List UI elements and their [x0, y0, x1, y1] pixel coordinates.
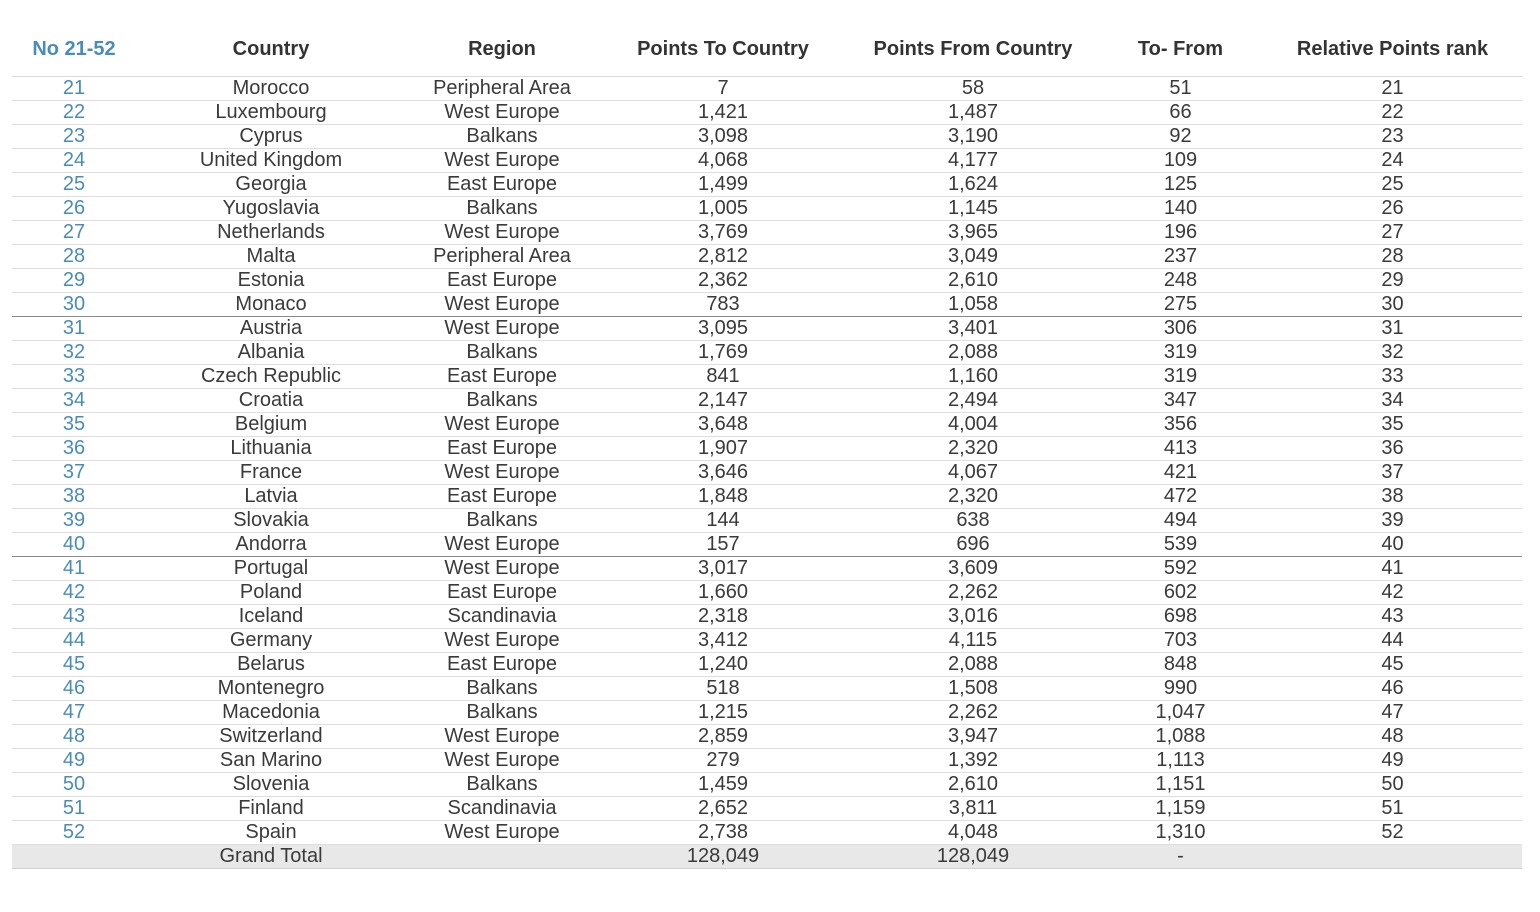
row-rank: 32 — [1381, 341, 1404, 363]
table-row[interactable] — [12, 509, 1522, 533]
row-country: Cyprus — [239, 125, 303, 147]
table-row[interactable] — [12, 197, 1522, 221]
table-row[interactable] — [12, 725, 1522, 749]
row-to-from: 413 — [1163, 437, 1198, 459]
row-points-from: 3,049 — [947, 245, 999, 267]
row-points-to: 2,362 — [697, 269, 749, 291]
row-points-to: 3,769 — [697, 221, 749, 243]
header-country[interactable]: Country — [232, 37, 310, 60]
row-rank: 30 — [1381, 293, 1404, 315]
row-points-to: 1,240 — [697, 653, 749, 675]
row-no: 30 — [62, 293, 86, 315]
row-region: West Europe — [444, 725, 560, 747]
total-to-from: - — [1098, 845, 1263, 869]
row-region: East Europe — [446, 365, 558, 387]
row-to-from: 319 — [1163, 365, 1198, 387]
table-row[interactable] — [12, 485, 1522, 509]
row-no: 27 — [62, 221, 86, 243]
table-row[interactable] — [12, 77, 1522, 101]
row-no: 24 — [62, 149, 86, 171]
row-rank: 52 — [1381, 821, 1404, 843]
row-rank: 22 — [1381, 101, 1404, 123]
row-country: France — [239, 461, 303, 483]
row-country: Estonia — [237, 269, 305, 291]
row-points-from: 638 — [956, 509, 990, 531]
row-rank: 40 — [1381, 533, 1404, 555]
row-country: Luxembourg — [215, 101, 327, 123]
row-to-from: 421 — [1163, 461, 1198, 483]
row-country: Spain — [245, 821, 297, 843]
row-points-to: 1,215 — [697, 701, 749, 723]
row-points-to: 518 — [706, 677, 740, 699]
row-points-from: 4,048 — [947, 821, 999, 843]
row-to-from: 592 — [1163, 557, 1198, 579]
row-no: 26 — [62, 197, 86, 219]
row-no: 34 — [62, 389, 86, 411]
row-region: West Europe — [444, 101, 560, 123]
table-row[interactable] — [12, 701, 1522, 725]
row-region: East Europe — [446, 653, 558, 675]
row-points-from: 4,115 — [948, 629, 998, 651]
row-country: United Kingdom — [199, 149, 343, 171]
row-no: 31 — [62, 317, 86, 339]
row-points-to: 144 — [706, 509, 740, 531]
row-points-to: 1,660 — [697, 581, 749, 603]
row-points-from: 2,088 — [947, 653, 999, 675]
table-row[interactable] — [12, 365, 1522, 389]
row-points-to: 1,459 — [697, 773, 749, 795]
header-points-to[interactable]: Points To Country — [637, 37, 809, 60]
total-points-to: 128,049 — [598, 845, 848, 869]
table-row[interactable] — [12, 437, 1522, 461]
row-points-to: 2,147 — [697, 389, 749, 411]
row-points-to: 783 — [706, 293, 740, 315]
row-to-from: 1,088 — [1155, 725, 1206, 747]
table-row[interactable] — [12, 245, 1522, 269]
row-points-from: 2,262 — [947, 701, 999, 723]
header-row — [12, 22, 1522, 77]
table-row[interactable] — [12, 773, 1522, 797]
total-region — [406, 845, 598, 869]
row-no: 40 — [62, 533, 86, 555]
row-country: Montenegro — [217, 677, 325, 699]
row-rank: 43 — [1381, 605, 1404, 627]
row-region: Balkans — [466, 341, 538, 363]
row-points-from: 2,320 — [947, 437, 999, 459]
total-label: Grand Total — [136, 845, 406, 869]
row-points-from: 696 — [956, 533, 990, 555]
row-points-from: 4,067 — [947, 461, 999, 483]
table-row[interactable] — [12, 557, 1522, 581]
row-no: 35 — [62, 413, 86, 435]
table-row[interactable] — [12, 533, 1522, 557]
total-rank — [1263, 845, 1522, 869]
table-row[interactable] — [12, 677, 1522, 701]
row-no: 36 — [62, 437, 86, 459]
row-points-from: 1,058 — [947, 293, 999, 315]
table-row[interactable] — [12, 461, 1522, 485]
header-relative-rank[interactable]: Relative Points rank — [1296, 37, 1489, 60]
row-rank: 21 — [1381, 77, 1404, 99]
row-to-from: 306 — [1163, 317, 1198, 339]
row-points-from: 2,262 — [947, 581, 999, 603]
row-country: Georgia — [235, 173, 307, 195]
row-points-from: 2,320 — [947, 485, 999, 507]
table-row[interactable] — [12, 413, 1522, 437]
row-country: Morocco — [232, 77, 310, 99]
row-rank: 23 — [1381, 125, 1404, 147]
row-region: Balkans — [466, 197, 538, 219]
row-points-to: 7 — [717, 77, 729, 99]
row-rank: 27 — [1381, 221, 1404, 243]
row-region: West Europe — [444, 221, 560, 243]
row-to-from: 51 — [1169, 77, 1192, 99]
row-points-from: 1,392 — [947, 749, 999, 771]
row-rank: 49 — [1381, 749, 1404, 771]
row-rank: 48 — [1381, 725, 1404, 747]
table-row[interactable] — [12, 317, 1522, 341]
row-points-from: 1,160 — [947, 365, 999, 387]
row-to-from: 92 — [1169, 125, 1192, 147]
points-ranking-table — [12, 22, 1522, 869]
table-row[interactable] — [12, 629, 1522, 653]
row-to-from: 1,113 — [1156, 749, 1205, 771]
row-points-from: 3,609 — [947, 557, 999, 579]
row-country: Netherlands — [217, 221, 325, 243]
row-country: Albania — [237, 341, 305, 363]
row-points-to: 2,812 — [697, 245, 749, 267]
row-rank: 46 — [1381, 677, 1404, 699]
row-points-from: 2,088 — [947, 341, 999, 363]
row-rank: 50 — [1381, 773, 1404, 795]
row-rank: 36 — [1381, 437, 1404, 459]
row-region: East Europe — [446, 485, 558, 507]
row-no: 39 — [62, 509, 86, 531]
table-row[interactable] — [12, 149, 1522, 173]
row-to-from: 990 — [1163, 677, 1198, 699]
row-rank: 28 — [1381, 245, 1404, 267]
row-region: East Europe — [446, 173, 558, 195]
row-country: Iceland — [238, 605, 304, 627]
row-to-from: 602 — [1163, 581, 1198, 603]
header-no[interactable]: No 21-52 — [32, 37, 116, 60]
row-to-from: 109 — [1163, 149, 1198, 171]
row-to-from: 319 — [1163, 341, 1198, 363]
table-row[interactable] — [12, 821, 1522, 845]
row-points-from: 4,004 — [947, 413, 999, 435]
row-points-from: 1,624 — [947, 173, 999, 195]
row-no: 50 — [62, 773, 86, 795]
row-points-from: 2,610 — [947, 269, 999, 291]
row-no: 48 — [62, 725, 86, 747]
row-region: Balkans — [466, 509, 538, 531]
row-region: West Europe — [444, 821, 560, 843]
row-points-from: 1,487 — [947, 101, 999, 123]
row-rank: 41 — [1381, 557, 1404, 579]
row-no: 45 — [62, 653, 86, 675]
row-points-to: 157 — [706, 533, 740, 555]
table-row[interactable] — [12, 749, 1522, 773]
row-no: 21 — [62, 77, 86, 99]
row-country: Portugal — [233, 557, 309, 579]
row-rank: 33 — [1381, 365, 1404, 387]
row-country: Switzerland — [219, 725, 323, 747]
table-row[interactable] — [12, 797, 1522, 821]
row-no: 52 — [62, 821, 86, 843]
row-to-from: 248 — [1163, 269, 1198, 291]
row-region: West Europe — [444, 149, 560, 171]
row-points-to: 1,005 — [697, 197, 749, 219]
row-region: West Europe — [444, 557, 560, 579]
row-points-from: 3,811 — [948, 797, 998, 819]
table-row[interactable] — [12, 605, 1522, 629]
row-rank: 39 — [1381, 509, 1404, 531]
row-country: Poland — [239, 581, 303, 603]
row-no: 22 — [62, 101, 86, 123]
row-region: Balkans — [466, 773, 538, 795]
row-points-to: 3,098 — [697, 125, 749, 147]
row-country: Andorra — [235, 533, 307, 555]
row-region: East Europe — [446, 581, 558, 603]
row-region: Peripheral Area — [433, 77, 571, 99]
row-no: 41 — [62, 557, 86, 579]
row-no: 37 — [62, 461, 86, 483]
row-rank: 51 — [1381, 797, 1404, 819]
total-points-from: 128,049 — [848, 845, 1098, 869]
row-rank: 35 — [1381, 413, 1404, 435]
row-no: 42 — [62, 581, 86, 603]
row-region: West Europe — [444, 317, 560, 339]
row-country: Monaco — [235, 293, 307, 315]
row-points-to: 2,318 — [697, 605, 749, 627]
row-no: 25 — [62, 173, 86, 195]
row-points-to: 841 — [706, 365, 740, 387]
row-no: 47 — [62, 701, 86, 723]
row-country: Lithuania — [230, 437, 312, 459]
header-to-from[interactable]: To- From — [1137, 37, 1224, 60]
row-no: 33 — [62, 365, 86, 387]
total-no — [12, 845, 136, 869]
row-country: Slovakia — [233, 509, 309, 531]
row-no: 29 — [62, 269, 86, 291]
row-region: Balkans — [466, 701, 538, 723]
table-row[interactable] — [12, 581, 1522, 605]
row-rank: 25 — [1381, 173, 1404, 195]
row-points-to: 3,412 — [697, 629, 749, 651]
row-points-to: 1,421 — [697, 101, 749, 123]
row-rank: 37 — [1381, 461, 1404, 483]
row-region: East Europe — [446, 269, 558, 291]
row-to-from: 196 — [1163, 221, 1198, 243]
row-to-from: 1,310 — [1155, 821, 1206, 843]
row-no: 46 — [62, 677, 86, 699]
row-points-from: 3,016 — [947, 605, 999, 627]
row-no: 49 — [62, 749, 86, 771]
row-region: West Europe — [444, 293, 560, 315]
row-points-to: 1,499 — [697, 173, 749, 195]
row-to-from: 140 — [1163, 197, 1198, 219]
row-country: Croatia — [238, 389, 304, 411]
row-to-from: 1,047 — [1155, 701, 1206, 723]
row-points-from: 3,965 — [947, 221, 999, 243]
row-points-to: 2,738 — [697, 821, 749, 843]
row-country: Malta — [246, 245, 296, 267]
row-region: West Europe — [444, 629, 560, 651]
row-to-from: 848 — [1163, 653, 1198, 675]
row-no: 28 — [62, 245, 86, 267]
row-points-from: 1,145 — [947, 197, 999, 219]
table-row[interactable] — [12, 293, 1522, 317]
row-rank: 24 — [1381, 149, 1404, 171]
row-country: Czech Republic — [200, 365, 342, 387]
row-no: 32 — [62, 341, 86, 363]
row-rank: 45 — [1381, 653, 1404, 675]
table-row[interactable] — [12, 101, 1522, 125]
row-country: Macedonia — [222, 701, 320, 723]
row-no: 51 — [62, 797, 86, 819]
row-points-from: 3,190 — [947, 125, 999, 147]
row-to-from: 539 — [1163, 533, 1198, 555]
row-rank: 29 — [1381, 269, 1404, 291]
row-points-to: 1,907 — [697, 437, 749, 459]
table-row[interactable] — [12, 653, 1522, 677]
row-points-from: 1,508 — [947, 677, 999, 699]
row-no: 43 — [62, 605, 86, 627]
table-row[interactable] — [12, 125, 1522, 149]
row-region: West Europe — [444, 749, 560, 771]
row-country: Latvia — [244, 485, 298, 507]
row-no: 44 — [62, 629, 86, 651]
row-rank: 34 — [1381, 389, 1404, 411]
row-region: Peripheral Area — [433, 245, 571, 267]
row-country: Belarus — [237, 653, 305, 675]
row-region: West Europe — [444, 413, 560, 435]
row-rank: 31 — [1381, 317, 1404, 339]
row-region: West Europe — [444, 533, 560, 555]
row-to-from: 1,159 — [1155, 797, 1206, 819]
row-rank: 42 — [1381, 581, 1404, 603]
row-points-to: 3,095 — [697, 317, 749, 339]
row-to-from: 125 — [1163, 173, 1198, 195]
row-to-from: 1,151 — [1155, 773, 1206, 795]
row-region: East Europe — [446, 437, 558, 459]
row-no: 38 — [62, 485, 86, 507]
row-region: Scandinavia — [447, 605, 557, 627]
row-to-from: 356 — [1163, 413, 1198, 435]
row-country: Germany — [229, 629, 313, 651]
row-to-from: 698 — [1163, 605, 1198, 627]
row-points-to: 3,648 — [697, 413, 749, 435]
row-points-from: 2,610 — [947, 773, 999, 795]
row-no: 23 — [62, 125, 86, 147]
row-points-from: 4,177 — [947, 149, 999, 171]
header-region[interactable]: Region — [468, 37, 536, 60]
row-country: San Marino — [219, 749, 323, 771]
row-points-to: 2,652 — [697, 797, 749, 819]
ranking-table-container — [12, 22, 1522, 869]
row-to-from: 275 — [1163, 293, 1198, 315]
row-points-from: 3,947 — [947, 725, 999, 747]
table-row[interactable] — [12, 389, 1522, 413]
header-points-from[interactable]: Points From Country — [873, 37, 1073, 60]
table-row[interactable] — [12, 341, 1522, 365]
row-rank: 26 — [1381, 197, 1404, 219]
row-region: West Europe — [444, 461, 560, 483]
row-points-to: 1,769 — [697, 341, 749, 363]
row-country: Yugoslavia — [222, 197, 320, 219]
row-country: Belgium — [234, 413, 308, 435]
row-to-from: 494 — [1163, 509, 1198, 531]
row-to-from: 66 — [1169, 101, 1192, 123]
row-rank: 38 — [1381, 485, 1404, 507]
row-country: Slovenia — [232, 773, 310, 795]
row-points-from: 58 — [961, 77, 985, 99]
row-region: Balkans — [466, 677, 538, 699]
row-region: Balkans — [466, 389, 538, 411]
table-body — [12, 77, 1522, 869]
row-to-from: 703 — [1163, 629, 1198, 651]
row-to-from: 237 — [1163, 245, 1198, 267]
row-to-from: 472 — [1163, 485, 1198, 507]
row-country: Finland — [238, 797, 304, 819]
row-points-to: 3,646 — [697, 461, 749, 483]
row-points-to: 4,068 — [697, 149, 749, 171]
row-points-to: 2,859 — [697, 725, 749, 747]
row-region: Balkans — [466, 125, 538, 147]
row-rank: 44 — [1381, 629, 1404, 651]
table-row[interactable] — [12, 173, 1522, 197]
row-region: Scandinavia — [447, 797, 557, 819]
table-row[interactable] — [12, 269, 1522, 293]
row-to-from: 347 — [1163, 389, 1198, 411]
table-row[interactable] — [12, 221, 1522, 245]
row-points-to: 3,017 — [697, 557, 749, 579]
row-points-to: 279 — [706, 749, 740, 771]
grand-total-row — [12, 845, 1522, 869]
row-country: Austria — [239, 317, 303, 339]
row-points-from: 2,494 — [947, 389, 999, 411]
row-points-from: 3,401 — [947, 317, 999, 339]
row-rank: 47 — [1381, 701, 1404, 723]
row-points-to: 1,848 — [697, 485, 749, 507]
